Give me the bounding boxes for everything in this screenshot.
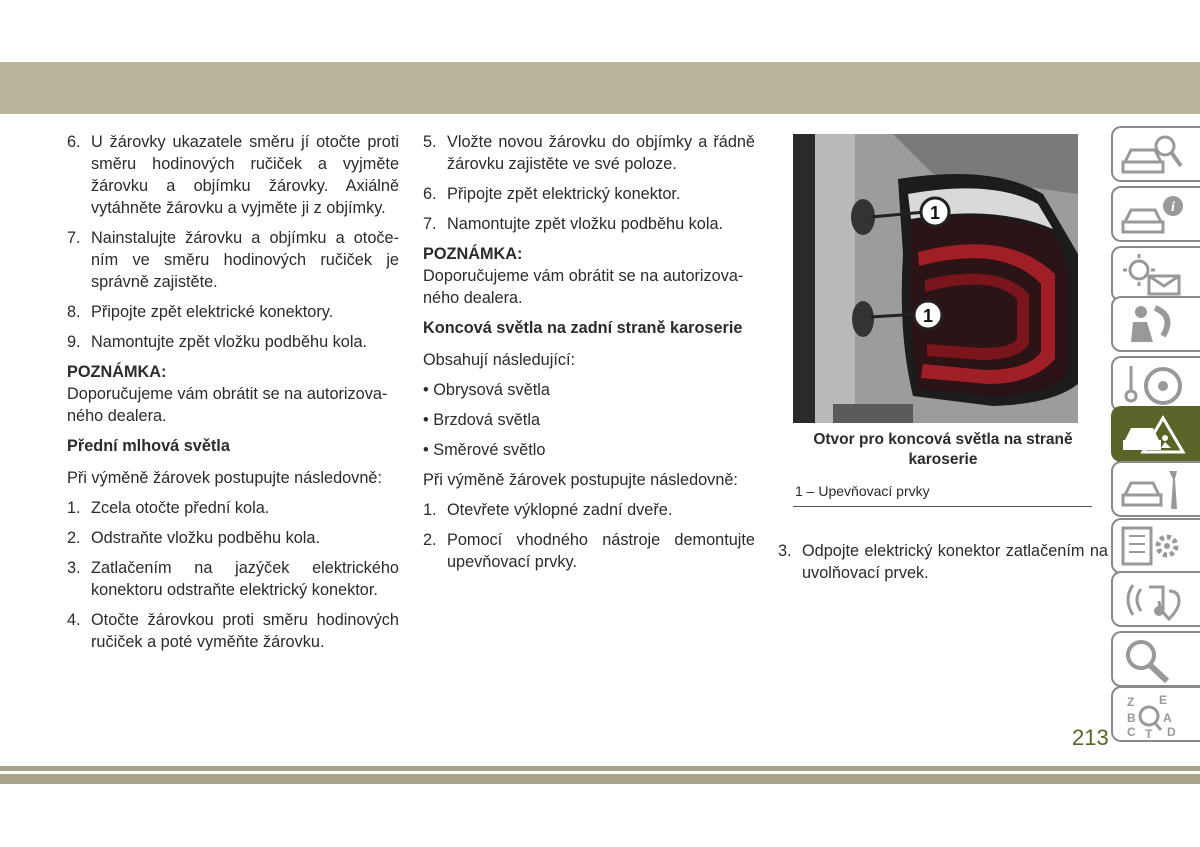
svg-text:B: B <box>1127 711 1136 725</box>
list-item: 7. Namontujte zpět vložku podběhu kola. <box>423 215 724 233</box>
note-text: Doporučujeme vám obrátit se na autorizova- ného dealera. <box>423 267 744 307</box>
car-service-wrench-icon <box>1119 467 1189 513</box>
list-item: 1. Zcela otočte přední kola. <box>67 499 270 517</box>
svg-text:E: E <box>1159 693 1168 707</box>
tab-airbag-safety[interactable] <box>1111 296 1200 352</box>
list-item: 2. Pomocí vhodného nástroje demontujte upevňovací prvky. <box>423 531 755 571</box>
tab-car-search[interactable] <box>1111 126 1200 182</box>
tab-steering[interactable] <box>1111 356 1200 412</box>
multimedia-navigation-icon <box>1119 577 1189 623</box>
list-item: 6. U žárovky ukazatele směru jí otočte proti směru hodinových ručiček a vyjměte žárovku a objímku žárovky. Axiálně vytáhněte žárovku a vyjměte ji z objímky. <box>67 133 399 217</box>
tab-search-index[interactable] <box>1111 631 1200 687</box>
tab-service[interactable] <box>1111 461 1200 517</box>
tab-car-breakdown[interactable] <box>1111 406 1200 462</box>
intro-text: Při výměně žárovek postupujte následovně: <box>423 471 738 489</box>
steering-wheel-key-icon <box>1119 362 1189 408</box>
callout-label: 1 <box>929 203 941 223</box>
list-item: 1. Otevřete výklopné zadní dveře. <box>423 501 673 519</box>
note-title: POZNÁMKA: <box>67 363 167 381</box>
list-item: 7. Nainstalujte žárovku a objímku a otoče- ním ve směru hodinových ručiček je správně zajistěte. <box>67 229 399 291</box>
svg-text:C: C <box>1127 725 1136 738</box>
car-breakdown-warning-icon <box>1119 412 1189 458</box>
contains-text: Obsahují následující: <box>423 351 576 369</box>
list-item: 5. Vložte novou žárovku do objímky a řádně žárovku zajistěte ve své poloze. <box>423 133 755 173</box>
svg-text:Z: Z <box>1127 695 1135 709</box>
bullet-item: • Obrysová světla <box>423 381 550 399</box>
divider <box>793 506 1092 507</box>
section-heading: Koncová světla na zadní straně karoserie <box>423 319 743 337</box>
tab-car-info[interactable] <box>1111 186 1200 242</box>
alphabet-index-icon <box>1119 692 1189 738</box>
warning-lights-message-icon <box>1119 252 1189 298</box>
header-band <box>0 62 1200 114</box>
column-right <box>778 540 1108 592</box>
svg-text:D: D <box>1167 725 1176 738</box>
svg-text:A: A <box>1163 711 1172 725</box>
list-item: 9. Namontujte zpět vložku podběhu kola. <box>67 333 368 351</box>
list-item: 2. Odstraňte vložku podběhu kola. <box>67 529 320 547</box>
figure-legend: 1 – Upevňovací prvky <box>795 483 930 499</box>
list-item: 3. Odpojte elektrický konektor zatlačením na uvolňovací prvek. <box>778 542 1108 582</box>
car-info-icon <box>1119 192 1189 238</box>
intro-text: Při výměně žárovek postupujte následovně: <box>67 469 382 487</box>
bullet-item: • Brzdová světla <box>423 411 541 429</box>
section-heading: Přední mlhová světla <box>67 437 230 455</box>
airbag-safety-icon <box>1119 302 1189 348</box>
tail-light-photo <box>793 134 1078 423</box>
footer-band <box>0 766 1200 771</box>
svg-text:T: T <box>1145 727 1153 738</box>
note-title: POZNÁMKA: <box>423 245 523 263</box>
bullet-item: • Směrové světlo <box>423 441 546 459</box>
list-item: 3. Zatlačením na jazýček elektrického konektoru odstraňte elektrický konektor. <box>67 559 399 599</box>
column-middle <box>423 131 755 581</box>
tab-specifications[interactable] <box>1111 518 1200 574</box>
tab-warning-lights[interactable] <box>1111 246 1200 302</box>
column-left <box>67 131 399 661</box>
svg-text:i: i <box>1171 200 1175 215</box>
figure-caption: Otvor pro koncová světla na straně karoserie <box>813 431 1073 468</box>
search-index-icon <box>1119 637 1189 683</box>
callout-label: 1 <box>922 306 934 326</box>
specifications-gear-icon <box>1119 524 1189 570</box>
tab-multimedia[interactable] <box>1111 571 1200 627</box>
tab-alphabet-index[interactable] <box>1111 686 1200 742</box>
list-item: 4. Otočte žárovkou proti směru hodinových ručiček a poté vyměňte žárovku. <box>67 611 399 651</box>
list-item: 8. Připojte zpět elektrické konektory. <box>67 303 334 321</box>
page-number: 213 <box>1072 725 1109 750</box>
list-item: 6. Připojte zpět elektrický konektor. <box>423 185 681 203</box>
car-search-icon <box>1119 132 1189 178</box>
footer-band <box>0 774 1200 784</box>
note-text: Doporučujeme vám obrátit se na autorizova- ného dealera. <box>67 385 388 425</box>
